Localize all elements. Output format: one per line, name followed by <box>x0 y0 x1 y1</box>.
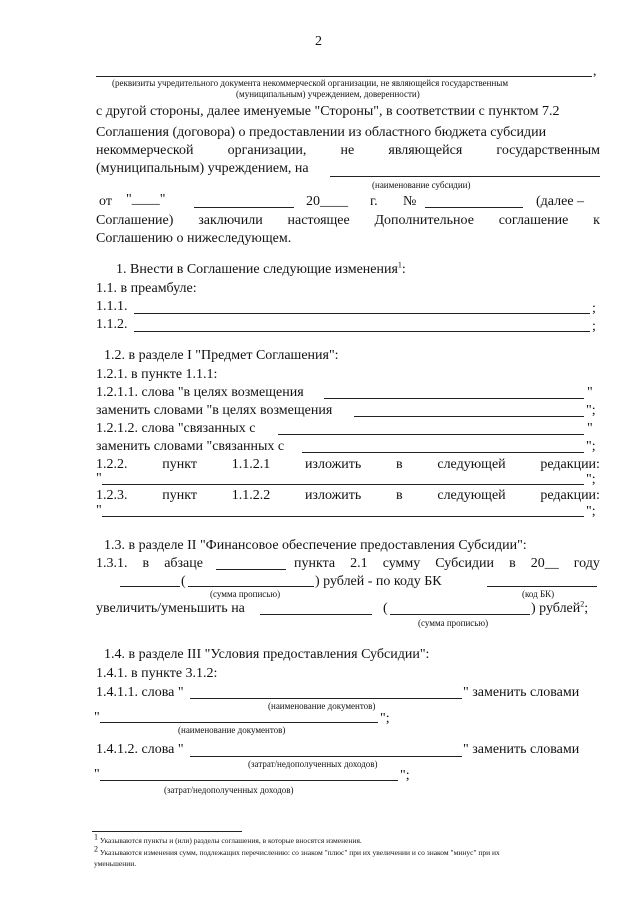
colon: : <box>401 262 406 277</box>
section-1-4-heading: 1.4. в разделе III "Условия предоставления Субсидии": <box>104 647 430 662</box>
word: 1.3.1. <box>96 556 128 571</box>
bk-line <box>487 586 597 587</box>
footnote-text: Указываются изменения сумм, подлежащих перечислению: со знаком "плюс" при их увеличении и со знаком "минус" при их <box>99 848 500 857</box>
quote-end: "; <box>400 768 410 783</box>
fill-line <box>260 614 372 615</box>
word: пункт <box>162 488 197 503</box>
replace-words: " заменить словами <box>463 685 580 700</box>
item-1-1-2: 1.1.2. <box>96 317 128 332</box>
fill-line <box>324 398 584 399</box>
section-1-3-heading: 1.3. в разделе II "Финансовое обеспечение предоставления Субсидии": <box>104 538 527 553</box>
caption-docs: (наименование документов) <box>178 725 286 735</box>
increase-decrease: увеличить/уменьшить на <box>96 601 245 616</box>
footnote-2 <box>94 844 500 857</box>
word: в <box>509 556 516 571</box>
word: редакции: <box>540 488 600 503</box>
fill-line <box>102 484 584 485</box>
semicolon: ; <box>592 301 596 316</box>
word: следующей <box>437 488 506 503</box>
semicolon: ; <box>584 601 589 616</box>
intro-line-3 <box>96 143 600 159</box>
heading-text: 1. Внести в Соглашение следующие изменения <box>116 262 398 277</box>
word: 2.1 <box>350 556 368 571</box>
paren: ( <box>383 601 388 616</box>
word: году <box>573 556 600 571</box>
footnote-1 <box>94 832 362 845</box>
semicolon: ; <box>592 319 596 334</box>
intro-line-7: Соглашению о нижеследующем. <box>96 231 292 246</box>
year-field: 20____ <box>306 194 348 209</box>
page-number: 2 <box>315 34 322 49</box>
month-line <box>194 207 294 208</box>
fill-line <box>100 780 398 781</box>
word: 1.2.2. <box>96 457 128 472</box>
footnote-mark: 1 <box>94 832 98 842</box>
paren: ( <box>181 574 186 589</box>
word: сумму <box>382 556 421 571</box>
quote-end: "; <box>380 711 390 726</box>
footnote-separator <box>92 831 242 832</box>
fill-line <box>134 313 590 314</box>
year-abbr: г. <box>370 194 378 209</box>
fill-line <box>102 516 584 517</box>
intro-line-1: с другой стороны, далее именуемые "Стороны", в соответствии с пунктом 7.2 <box>96 104 560 119</box>
word: организации, <box>227 143 307 158</box>
rubles: ) рублей <box>531 601 581 616</box>
footnote-mark: 2 <box>94 844 98 854</box>
intro-line-4: (муниципальным) учреждением, на <box>96 161 309 176</box>
quote-end: "; <box>586 504 596 519</box>
word: в <box>142 556 150 571</box>
caption-costs: (затрат/недополученных доходов) <box>248 759 378 769</box>
caption-sum: (сумма прописью) <box>418 618 489 628</box>
word: соглашение <box>498 213 569 228</box>
word: в <box>396 457 403 472</box>
replace-line-2: заменить словами "связанных с <box>96 439 285 454</box>
section-1-2-heading: 1.2. в разделе I "Предмет Соглашения": <box>104 348 339 363</box>
open-quote: " <box>94 767 100 782</box>
requisites-caption: (реквизиты учредительного документа некоммерческой организации, не являющейся государственным <box>112 78 509 88</box>
comma: , <box>593 64 597 79</box>
section-1-heading <box>116 262 406 278</box>
fill-line <box>100 722 378 723</box>
replace-line-1: заменить словами "в целях возмещения <box>96 403 333 418</box>
item-1-3-1 <box>96 556 600 572</box>
open-quote: " <box>96 503 102 518</box>
item-1-1-1: 1.1.1. <box>96 299 128 314</box>
word: изложить <box>304 488 362 503</box>
item-1-2-1: 1.2.1. в пункте 1.1.1: <box>96 367 218 382</box>
rubles-text <box>531 601 588 617</box>
fill-line <box>302 452 584 453</box>
intro-line-2: Соглашения (договора) о предоставлении из областного бюджета субсидии <box>96 125 547 140</box>
sum-line <box>188 586 314 587</box>
replace-words: " заменить словами <box>463 742 580 757</box>
fill-line <box>278 434 584 435</box>
item-1-1: 1.1. в преамбуле: <box>96 281 197 296</box>
fill-line <box>190 698 462 699</box>
footnote-mark: 2 <box>580 599 585 609</box>
word: 1.2.3. <box>96 488 128 503</box>
open-quote: " <box>96 471 102 486</box>
item-1-4-1-2: 1.4.1.2. слова " <box>96 742 184 757</box>
number-sign: № <box>403 194 417 209</box>
word: 20__ <box>530 556 559 571</box>
word: Субсидии <box>435 556 495 571</box>
word: следующей <box>437 457 506 472</box>
quote-end: "; <box>586 403 596 418</box>
word: редакции: <box>540 457 600 472</box>
word: 1.1.2.2 <box>231 488 271 503</box>
quote: " <box>587 421 593 436</box>
requisites-caption-2: (муниципальным) учреждением, доверенности) <box>236 89 420 99</box>
hereinafter: (далее – <box>536 194 585 209</box>
open-quote: " <box>94 710 100 725</box>
quote-end: "; <box>586 472 596 487</box>
fill-line <box>190 756 462 757</box>
item-1-2-3 <box>96 488 600 504</box>
subsidy-name-line <box>330 176 600 177</box>
footnote-text: Указываются пункты и (или) разделы соглашения, в которые вносятся изменения. <box>99 836 362 845</box>
word: к <box>593 213 600 228</box>
item-1-2-1-1: 1.2.1.1. слова "в целях возмещения <box>96 385 304 400</box>
sum-line <box>390 614 530 615</box>
requisites-line <box>96 76 592 77</box>
rubles-bk: ) рублей - по коду БК <box>315 574 442 589</box>
word: заключили <box>198 213 263 228</box>
word: настоящее <box>287 213 350 228</box>
item-1-2-1-2: 1.2.1.2. слова "связанных с <box>96 421 256 436</box>
word: 1.1.2.1 <box>231 457 271 472</box>
caption-bk: (код БК) <box>522 589 555 599</box>
word: абзаце <box>164 556 203 571</box>
word: не <box>340 143 355 158</box>
footnote-mark: 1 <box>397 260 402 270</box>
word: в <box>396 488 403 503</box>
quote: " <box>587 385 593 400</box>
quote-end: "; <box>586 439 596 454</box>
from-word: от <box>99 194 112 209</box>
intro-line-6 <box>96 213 600 229</box>
word: Дополнительное <box>374 213 474 228</box>
word: пункт <box>162 457 197 472</box>
footnote-2-cont: уменьшении. <box>94 859 137 868</box>
fill-line <box>134 331 590 332</box>
item-1-4-1: 1.4.1. в пункте 3.1.2: <box>96 666 218 681</box>
word: изложить <box>304 457 362 472</box>
caption-docs: (наименование документов) <box>268 701 376 711</box>
fill-line <box>120 586 180 587</box>
word: Соглашение) <box>96 213 174 228</box>
word: являющейся <box>388 143 463 158</box>
word: государственным <box>496 143 600 158</box>
number-line <box>425 207 523 208</box>
word: пункта <box>294 556 336 571</box>
item-1-4-1-1: 1.4.1.1. слова " <box>96 685 184 700</box>
fill-line <box>216 569 286 570</box>
item-1-2-2 <box>96 457 600 473</box>
fill-line <box>354 416 584 417</box>
subsidy-caption: (наименование субсидии) <box>372 180 471 190</box>
caption-costs: (затрат/недополученных доходов) <box>164 785 294 795</box>
caption-sum: (сумма прописью) <box>210 589 281 599</box>
day-field: "____" <box>126 192 166 207</box>
word: некоммерческой <box>96 143 194 158</box>
